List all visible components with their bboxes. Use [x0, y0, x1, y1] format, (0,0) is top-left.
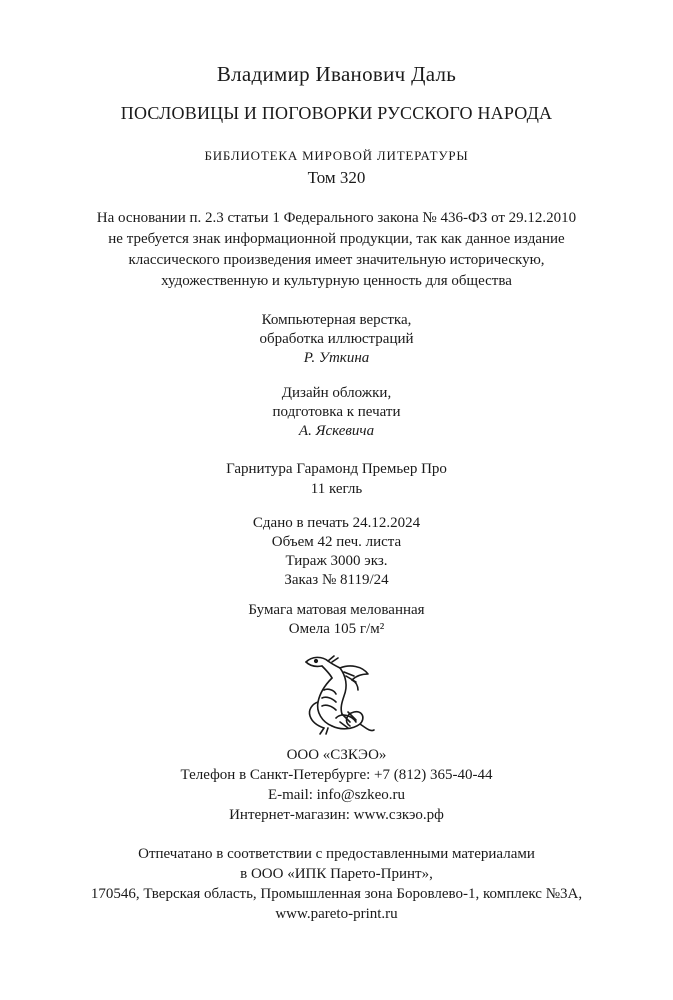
cover-credit-role: Дизайн обложки,	[281, 385, 392, 401]
layout-credit-role: обработка иллюстраций	[259, 331, 414, 347]
legal-notice-line: На основании п. 2.3 статьи 1 Федерального закона № 436-ФЗ от 29.12.2010	[96, 210, 577, 226]
printer-line: www.pareto-print.ru	[275, 906, 398, 922]
legal-notice-line: классического произведения имеет значительную историческую,	[128, 252, 545, 268]
print-volume: Объем 42 печ. листа	[271, 534, 402, 550]
author-name: Владимир Иванович Даль	[216, 62, 457, 86]
layout-credit-role: Компьютерная верстка,	[261, 312, 412, 328]
type-size-info: 11 кегль	[310, 481, 363, 497]
series-name: БИБЛИОТЕКА МИРОВОЙ ЛИТЕРАТУРЫ	[204, 148, 469, 163]
typeface-info: Гарнитура Гарамонд Премьер Про	[226, 461, 447, 477]
publisher-phone: Телефон в Санкт-Петербурге: +7 (812) 365-40-44	[180, 767, 493, 783]
cover-credit-name: А. Яскевича	[298, 423, 375, 439]
order-number: Заказ № 8119/24	[284, 572, 389, 588]
publisher-name: ООО «СЗКЭО»	[286, 747, 387, 763]
book-title: ПОСЛОВИЦЫ И ПОГОВОРКИ РУССКОГО НАРОДА	[120, 103, 553, 123]
legal-notice-line: не требуется знак информационной продукции, так как данное издание	[108, 231, 565, 247]
printer-line: в ООО «ИПК Парето-Принт»,	[240, 866, 433, 882]
paper-grade: Омела 105 г/м²	[288, 621, 385, 637]
publisher-email: E-mail: info@szkeo.ru	[267, 787, 406, 803]
dragon-emblem-icon	[296, 652, 376, 736]
legal-notice-line: художественную и культурную ценность для общества	[161, 273, 512, 289]
paper-type: Бумага матовая мелованная	[248, 602, 425, 618]
publisher-shop: Интернет-магазин: www.сзкэо.рф	[229, 807, 444, 823]
print-date: Сдано в печать 24.12.2024	[252, 515, 421, 531]
volume-number: Том 320	[307, 168, 366, 187]
printer-line: 170546, Тверская область, Промышленная зона Боровлево-1, комплекс №3А,	[90, 886, 583, 902]
print-run: Тираж 3000 экз.	[285, 553, 388, 569]
cover-credit-role: подготовка к печати	[272, 404, 401, 420]
layout-credit-name: Р. Уткина	[303, 350, 370, 366]
printer-line: Отпечатано в соответствии с предоставленными материалами	[138, 846, 535, 862]
